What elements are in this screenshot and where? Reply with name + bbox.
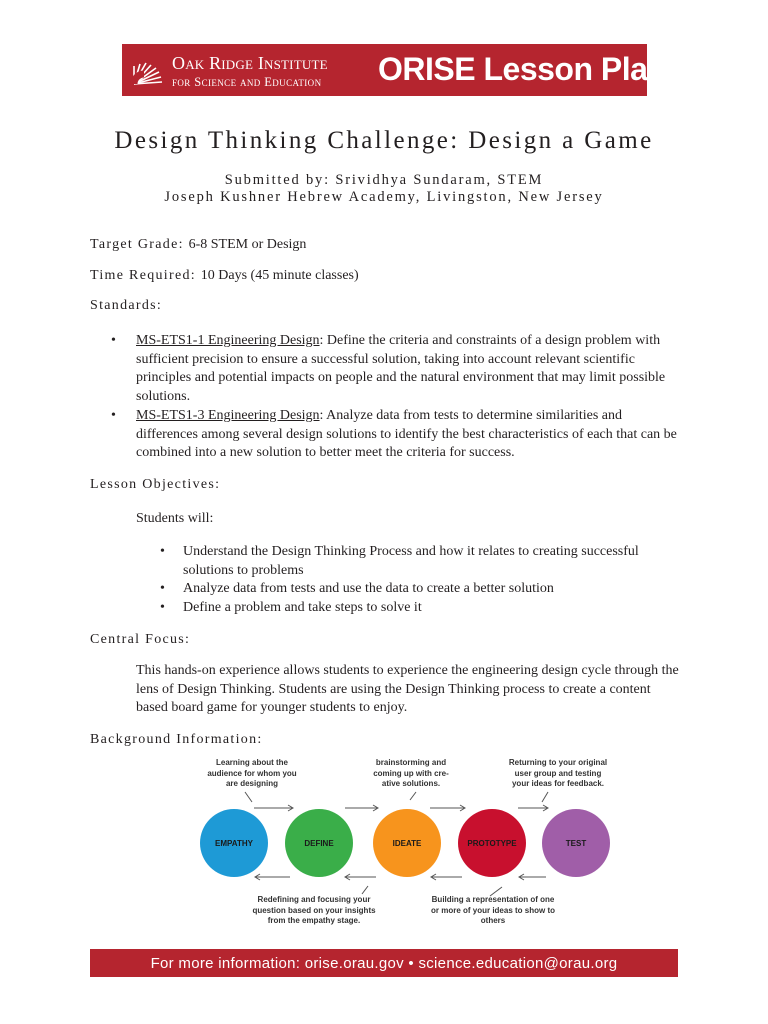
central-focus-heading: Central Focus:: [90, 632, 191, 647]
orise-sunburst-logo-icon: [130, 52, 166, 88]
standard-item: [111, 407, 681, 463]
standard-code-link[interactable]: MS-ETS1-3 Engineering Design: [136, 408, 320, 423]
stage-prototype: [458, 809, 526, 877]
time-required-value: 10 Days (45 minute classes): [200, 268, 359, 283]
footer-banner: [90, 949, 678, 977]
caption-test: Returning to your original user group and testing your ideas for feedback.: [508, 758, 608, 788]
stage-label: DEFINE: [304, 838, 334, 848]
time-required-label: Time Required:: [90, 268, 196, 283]
objective-item: [160, 543, 683, 580]
institute-subtitle: for Science and Education: [172, 75, 322, 89]
institute-name: Oak Ridge Institute: [172, 53, 328, 73]
caption-ideate: brainstorming and coming up with cre-ative solutions.: [373, 758, 449, 788]
stage-test: [542, 809, 610, 877]
bullet-icon: •: [160, 600, 165, 615]
bullet-icon: •: [111, 333, 116, 348]
central-focus-text: This hands-on experience allows students to experience the engineering design cycle through the lens of Design Thinking. Students are using the Design Thinking process to create a content based board game for younger students to enjoy.: [136, 663, 679, 715]
bullet-icon: •: [160, 581, 165, 596]
page-title: Design Thinking Challenge: Design a Game: [114, 127, 654, 154]
caption-empathy: Learning about the audience for whom you are designing: [207, 758, 297, 788]
objective-text: Analyze data from tests and use the data to create a better solution: [183, 581, 554, 596]
standard-item: [111, 332, 681, 406]
standard-text: : Analyze data from tests to determine similarities and differences among several design solutions to identify the best characteristics of each that can be combined into a new solution to better meet the criteria for success.: [136, 408, 677, 460]
caption-define: Redefining and focusing your question based on your insights from the empathy stage.: [252, 895, 376, 925]
stage-label: IDEATE: [392, 838, 422, 848]
header-banner: [122, 44, 667, 96]
target-grade-label: Target Grade:: [90, 237, 184, 252]
lesson-plan-label: ORISE Lesson Plan: [378, 51, 667, 87]
stage-define: [285, 809, 353, 877]
objectives-heading: Lesson Objectives:: [90, 477, 221, 492]
stage-label: TEST: [565, 838, 587, 848]
school-name: Joseph Kushner Hebrew Academy, Livingston, New Jersey: [164, 189, 604, 205]
target-grade-value: 6-8 STEM or Design: [188, 237, 307, 252]
background-heading: Background Information:: [90, 732, 263, 747]
objectives-intro: Students will:: [136, 511, 214, 526]
objective-item: [160, 599, 683, 618]
bullet-icon: •: [111, 408, 116, 423]
stage-empathy: [200, 809, 268, 877]
standard-text: : Define the criteria and constraints of a design problem with sufficient precision to ensure a successful solution, taking into account relevant scientific principles and potential impacts on people and the natural environment that may limit possible solutions.: [136, 333, 666, 404]
objective-text: Understand the Design Thinking Process and how it relates to creating successful solutions to problems: [183, 544, 639, 578]
footer-contact-text: For more information: orise.orau.gov • science.education@orau.org: [150, 954, 618, 972]
standards-heading: Standards:: [90, 298, 163, 313]
design-thinking-diagram: [190, 756, 610, 936]
stage-label: EMPATHY: [215, 838, 253, 848]
time-required: [90, 268, 359, 284]
bullet-icon: •: [160, 544, 165, 559]
submitted-by: Submitted by: Srividhya Sundaram, STEM: [224, 172, 544, 188]
stage-ideate: [373, 809, 441, 877]
target-grade: [90, 237, 306, 253]
stage-label: PROTOTYPE: [467, 838, 517, 848]
caption-prototype: Building a representation of one or more of your ideas to show to others: [430, 895, 555, 925]
objective-text: Define a problem and take steps to solve it: [183, 600, 422, 615]
standard-code-link[interactable]: MS-ETS1-1 Engineering Design: [136, 333, 320, 348]
objective-item: [160, 580, 683, 599]
